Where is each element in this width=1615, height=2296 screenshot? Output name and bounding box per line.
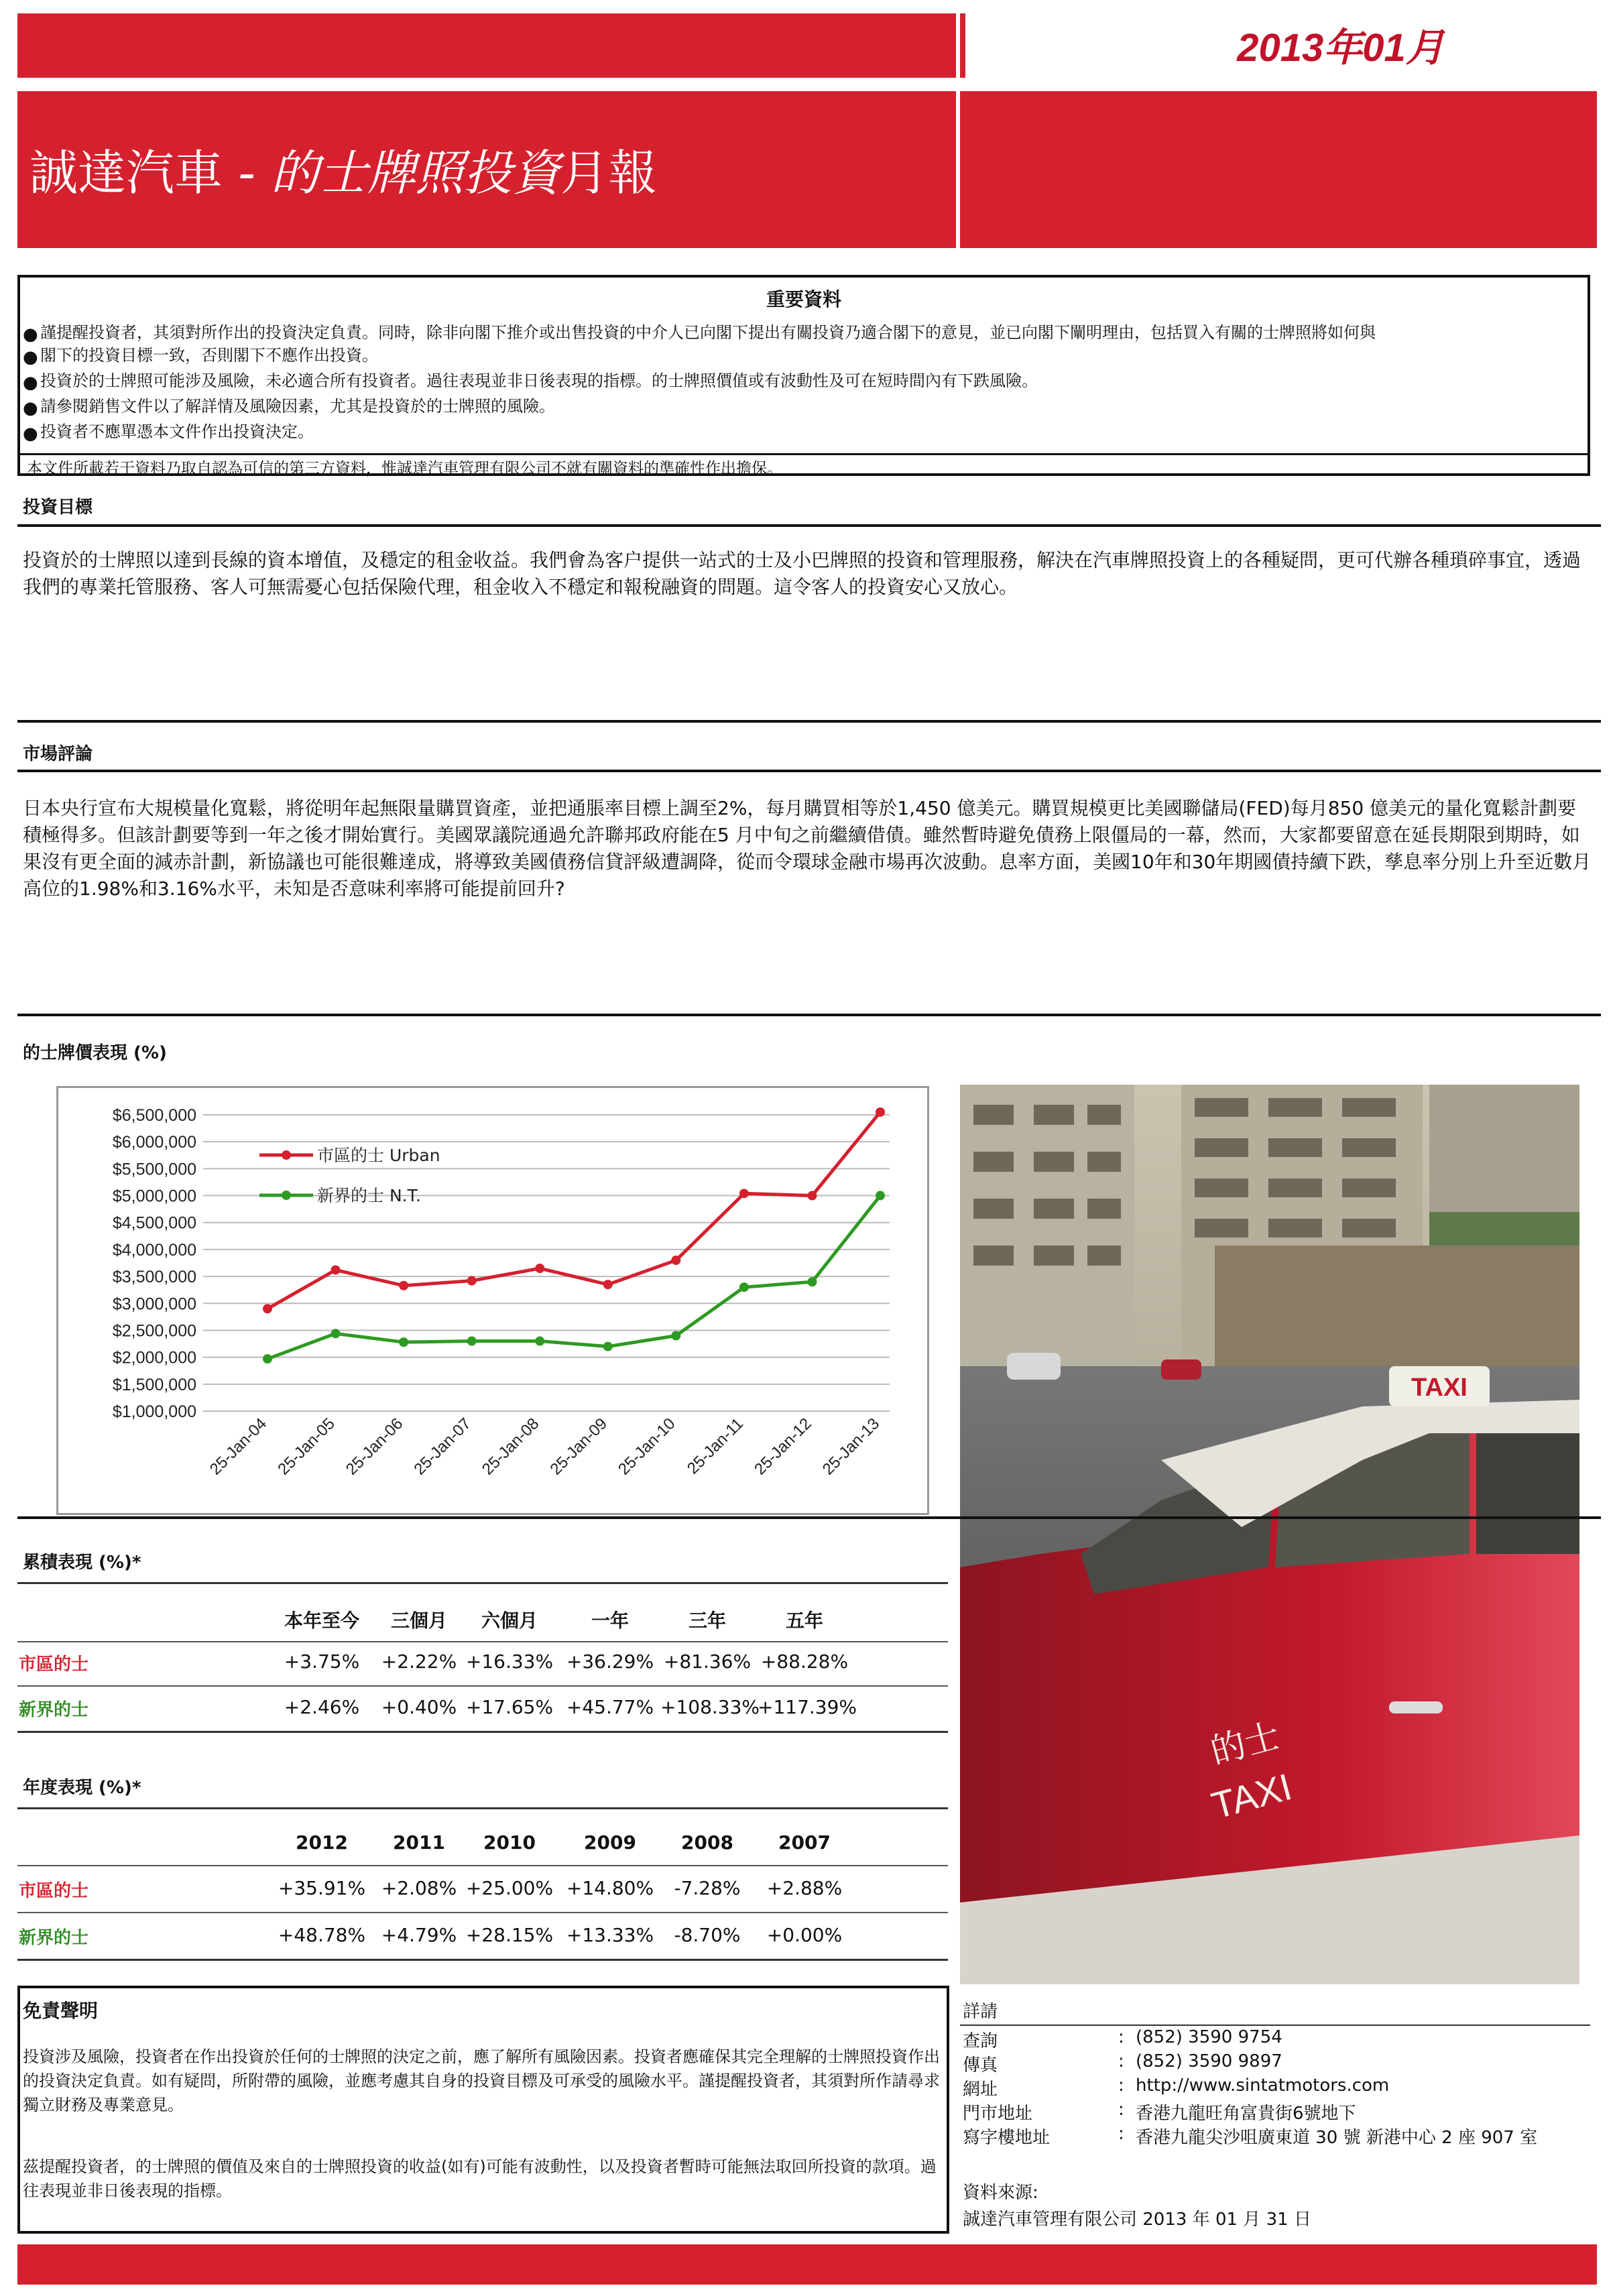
y-tick-label: $3,000,000 [112, 1294, 196, 1314]
row-label-urban: 市區的士 [19, 1654, 89, 1675]
section-rule [17, 720, 1601, 723]
contact-heading: 詳請 [963, 2002, 998, 2022]
table-cell: +2.88% [766, 1877, 843, 1899]
contact-colon: : [1118, 2027, 1124, 2047]
important-info-title: 重要資料 [766, 288, 841, 310]
disclaimer-paragraph: 投資涉及風險，投資者在作出投資於任何的士牌照的決定之前，應了解所有風險因素。投資者應確保其完全理解的士牌照投資作出的投資決定負責。如有疑問，所附帶的風險，並應考慮其自身的投資目標及可承受的風險水平。謹提醒投資者，其須對所作請尋求獨立財務及專業意見。 [23, 2047, 940, 2114]
data-point [603, 1342, 613, 1351]
table-column-header: 2011 [393, 1831, 445, 1854]
legend-label: 市區的士 Urban [317, 1146, 440, 1165]
table-column-header: 2007 [778, 1831, 831, 1854]
contact-label: 傳真 [963, 2055, 998, 2075]
legend-marker [282, 1150, 291, 1160]
objective-text: 投資於的士牌照以達到長線的資本增值，及穩定的租金收益。我們會為客户提供一站式的士及小巴牌照的投資和管理服務，解決在汽車牌照投資上的各種疑問，更可代辦各種瑣碎事宜，透過我們的專業托管服務、客人可無需憂心包括保險代理，租金收入不穩定和報稅融資的問題。這令客人的投資安心又放心。 [23, 549, 1581, 598]
important-item: 投資者不應單憑本文件作出投資決定。 [40, 422, 314, 441]
y-tick-label: $2,000,000 [112, 1348, 196, 1368]
table-cell: +2.22% [381, 1650, 457, 1673]
table-cell: +3.75% [284, 1650, 360, 1673]
table-cell: -8.70% [674, 1924, 741, 1946]
y-tick-label: $5,500,000 [112, 1160, 196, 1179]
title-subject: 的士牌照投資 [270, 145, 560, 201]
x-tick-label: 25-Jan-10 [615, 1414, 679, 1479]
y-tick-label: $5,000,000 [112, 1187, 196, 1206]
section-rule [17, 524, 1601, 527]
y-tick-label: $4,000,000 [112, 1240, 196, 1260]
taxi-door-text-en: TAXI [1207, 1765, 1297, 1827]
bullet-icon: ● [23, 373, 38, 393]
contact-value: 香港九龍旺角富貴街6號地下 [1136, 2104, 1356, 2124]
table-cell: +0.00% [766, 1924, 843, 1946]
table-column-header: 本年至今 [284, 1610, 359, 1632]
data-point [739, 1189, 749, 1198]
table-cell: +4.79% [381, 1924, 457, 1946]
title-separator: - [237, 145, 255, 201]
table-column-header: 2009 [584, 1831, 636, 1854]
y-tick-label: $6,000,000 [112, 1133, 196, 1152]
x-tick-label: 25-Jan-04 [206, 1414, 271, 1479]
x-tick-label: 25-Jan-12 [751, 1414, 815, 1479]
table-cell: +14.80% [566, 1877, 654, 1899]
row-label-nt: 新界的士 [19, 1928, 89, 1948]
table-column-header: 三年 [688, 1610, 726, 1632]
table-rule [17, 1959, 948, 1961]
taxi-door-text-cn: 的士 [1206, 1715, 1284, 1773]
data-point [467, 1276, 477, 1286]
table-cell: +48.78% [278, 1924, 366, 1946]
table-cell: +28.15% [465, 1924, 554, 1946]
row-label-nt: 新界的士 [19, 1700, 89, 1720]
data-point [399, 1281, 408, 1290]
annual-heading: 年度表現 (%)* [23, 1778, 141, 1798]
contact-label: 查詢 [963, 2031, 998, 2051]
objective-heading: 投資目標 [23, 497, 93, 518]
contact-rule [960, 2025, 1590, 2026]
table-cell: +36.29% [566, 1650, 654, 1673]
data-point [535, 1264, 544, 1273]
bullet-icon: ● [23, 398, 38, 418]
contact-colon: : [1118, 2075, 1124, 2096]
data-point [399, 1337, 408, 1347]
table-cell: +2.46% [284, 1696, 360, 1718]
table-rule [17, 1685, 948, 1687]
price-chart-svg [58, 1088, 927, 1513]
table-column-header: 2008 [681, 1831, 733, 1854]
important-item: 閣下的投資目標一致，否則閣下不應作出投資。 [40, 346, 378, 365]
table-cell: +16.33% [465, 1650, 554, 1673]
table-cell: +25.00% [465, 1877, 554, 1899]
table-cell: +2.08% [381, 1877, 457, 1899]
x-tick-label: 25-Jan-07 [410, 1414, 475, 1479]
data-point [331, 1265, 341, 1274]
data-point [739, 1282, 749, 1292]
header-divider [17, 78, 1597, 91]
title-company: 誠達汽車 [29, 145, 223, 201]
price-chart [56, 1086, 929, 1515]
contact-website-link[interactable]: http://www.sintatmotors.com [1136, 2075, 1390, 2096]
market-heading: 市場評論 [23, 744, 93, 764]
table-cell: +88.28% [760, 1650, 849, 1673]
bullet-icon: ● [23, 324, 38, 345]
contact-label: 寫字樓地址 [963, 2128, 1051, 2148]
table-cell: +45.77% [566, 1696, 654, 1718]
x-tick-label: 25-Jan-09 [546, 1414, 611, 1479]
page-title [29, 134, 657, 204]
chart-heading: 的士牌價表現 (%) [23, 1043, 167, 1063]
x-tick-label: 25-Jan-05 [274, 1414, 339, 1479]
important-footnote: 本文件所載若干資料乃取自認為可信的第三方資料，惟誠達汽車管理有限公司不就有關資料的準確性作出擔保。 [27, 460, 782, 477]
table-cell: +35.91% [278, 1877, 366, 1899]
section-rule [17, 770, 1601, 772]
table-column-header: 五年 [785, 1610, 823, 1632]
table-column-header: 六個月 [481, 1610, 538, 1632]
y-tick-label: $1,000,000 [112, 1402, 196, 1421]
table-rule [17, 1641, 948, 1642]
contact-value: (852) 3590 9754 [1136, 2027, 1282, 2047]
contact-value: 香港九龍尖沙咀廣東道 30 號 新港中心 2 座 907 室 [1136, 2128, 1538, 2148]
data-point [807, 1191, 817, 1201]
section-rule [17, 1014, 1601, 1016]
x-tick-label: 25-Jan-06 [342, 1414, 407, 1479]
table-cell: +13.33% [566, 1924, 654, 1946]
table-cell: +17.65% [465, 1696, 554, 1718]
taxi-photo [960, 1085, 1579, 1984]
taxi-roof-sign: TAXI [1411, 1374, 1468, 1402]
important-divider [17, 453, 1590, 455]
report-date: 2013年01月 [1237, 26, 1445, 70]
table-cell: +0.40% [381, 1696, 457, 1718]
data-point [603, 1280, 613, 1289]
table-rule [17, 1731, 948, 1733]
table-column-header: 2012 [296, 1831, 348, 1854]
table-column-header: 2010 [483, 1831, 536, 1854]
data-point [671, 1331, 680, 1340]
disclaimer-heading: 免責聲明 [23, 2000, 99, 2022]
x-tick-label: 25-Jan-08 [478, 1414, 543, 1479]
data-point [876, 1191, 885, 1201]
table-cell: +108.33% [660, 1696, 760, 1718]
x-tick-label: 25-Jan-11 [683, 1414, 747, 1478]
data-point [467, 1337, 477, 1346]
title-suffix: 月報 [560, 145, 657, 201]
source-label: 資料來源: [963, 2183, 1038, 2203]
data-point [263, 1304, 272, 1313]
contact-colon: : [1118, 2051, 1124, 2071]
header-banner-left [17, 13, 956, 248]
contact-label: 門市地址 [963, 2104, 1033, 2124]
data-point [876, 1107, 885, 1117]
data-point [263, 1354, 272, 1364]
table-column-header: 三個月 [390, 1610, 447, 1632]
table-column-header: 一年 [591, 1610, 629, 1632]
important-item: 投資於的士牌照可能涉及風險，未必適合所有投資者。過往表現並非日後表現的指標。的士牌照價值或有波動性及可在短時間內有下跌風險。 [40, 371, 1038, 390]
table-rule [17, 1582, 948, 1584]
cumulative-heading: 累積表現 (%)* [23, 1553, 141, 1573]
table-cell: +81.36% [663, 1650, 752, 1673]
table-rule [17, 1912, 948, 1913]
table-rule [17, 1807, 948, 1809]
contact-label: 網址 [963, 2079, 998, 2100]
y-tick-label: $1,500,000 [112, 1375, 196, 1394]
bullet-icon: ● [23, 347, 38, 367]
table-cell: +117.39% [758, 1696, 857, 1718]
footer-banner [17, 2244, 1597, 2285]
important-item: 請參閱銷售文件以了解詳情及風險因素，尤其是投資於的士牌照的風險。 [40, 397, 555, 416]
bullet-icon: ● [23, 424, 38, 444]
data-point [671, 1256, 680, 1265]
legend-label: 新界的士 N.T. [317, 1186, 421, 1205]
important-item: 謹提醒投資者，其須對所作出的投資決定負責。同時，除非向閣下推介或出售投資的中介人已向閣下提出有關投資乃適合閣下的意見，並已向閣下闡明理由，包括買入有關的士牌照將如何與 [40, 323, 1376, 342]
y-tick-label: $4,500,000 [112, 1213, 196, 1233]
market-text: 日本央行宣布大規模量化寬鬆，將從明年起無限量購買資產，並把通脹率目標上調至2%，每月購買相等於1,450 億美元。購買規模更比美國聯儲局(FED)每月850 億美元的量化寬鬆計劃要積極得多。但該計劃要等到一年之後才開始實行。美國眾議院通過允許聯邦政府能在5 月中旬之前繼續借債。雖然暫時避免債務上限僵局的一幕，然而，大家都要留意在延長期限到期時，如果沒有更全面的減赤計劃，新協議也可能很難達成，將導致美國債務信貸評級遭調降，從而令環球金融市場再次波動。息率方面，美國10年和30年期國債持續下跌，孳息率分別上升至近數月高位的1.98%和3.16%水平，未知是否意味利率將可能提前回升? [23, 797, 1592, 900]
legend-marker [282, 1191, 291, 1200]
contact-colon: : [1118, 2124, 1124, 2144]
data-point [535, 1337, 544, 1346]
table-rule [17, 1865, 948, 1866]
row-label-urban: 市區的士 [19, 1881, 89, 1901]
y-tick-label: $3,500,000 [112, 1268, 196, 1287]
y-tick-label: $6,500,000 [112, 1106, 196, 1125]
section-rule [17, 1516, 1601, 1519]
data-point [331, 1329, 341, 1338]
contact-colon: : [1118, 2100, 1124, 2120]
y-tick-label: $2,500,000 [112, 1321, 196, 1341]
table-cell: -7.28% [674, 1877, 741, 1899]
contact-value: (852) 3590 9897 [1136, 2051, 1282, 2071]
disclaimer-paragraph: 茲提醒投資者，的士牌照的價值及來自的士牌照投資的收益(如有)可能有波動性，以及投資者暫時可能無法取回所投資的款項。過往表現並非日後表現的指標。 [23, 2157, 937, 2200]
data-point [807, 1277, 817, 1286]
x-tick-label: 25-Jan-13 [819, 1414, 884, 1479]
source-text: 誠達汽車管理有限公司 2013 年 01 月 31 日 [963, 2210, 1311, 2230]
